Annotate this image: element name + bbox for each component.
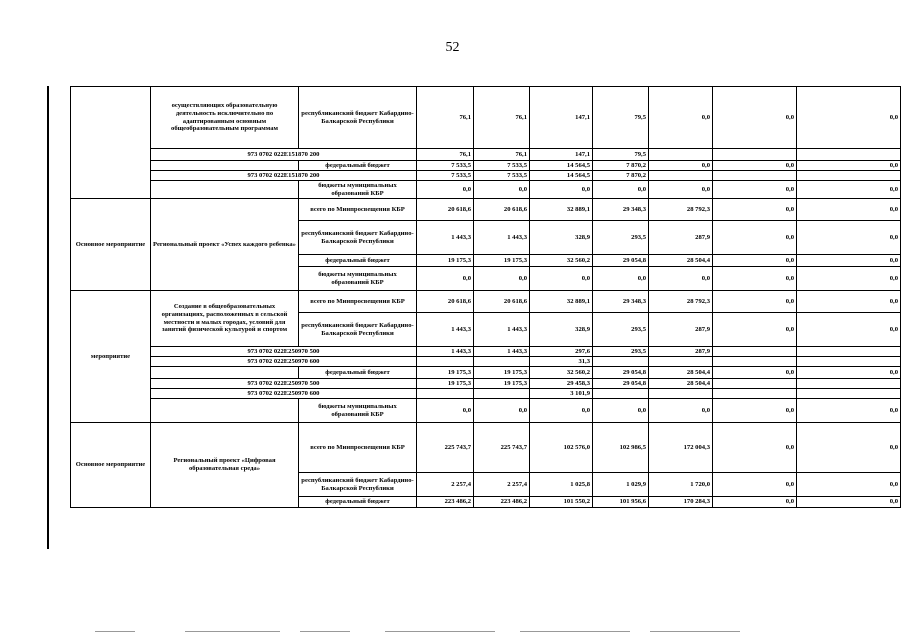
value-cell (474, 357, 530, 367)
value-cell: 0,0 (797, 221, 901, 255)
value-cell: 79,5 (593, 87, 649, 149)
value-cell: 0,0 (474, 399, 530, 423)
value-cell: 31,3 (530, 357, 593, 367)
table-row (71, 171, 901, 181)
value-cell: 101 550,2 (530, 497, 593, 508)
scan-bottom-artifacts (0, 631, 905, 633)
funding-source-cell: республиканский бюджет Кабардино-Балкарской Республики (299, 221, 417, 255)
funding-source-cell: республиканский бюджет Кабардино-Балкарской Республики (299, 87, 417, 149)
value-cell: 0,0 (593, 267, 649, 291)
table-row-header-block (71, 87, 901, 149)
value-cell (713, 171, 797, 181)
value-cell: 0,0 (797, 267, 901, 291)
value-cell: 1 443,3 (417, 313, 474, 347)
value-cell (713, 347, 797, 357)
funding-source-cell: республиканский бюджет Кабардино-Балкарской Республики (299, 313, 417, 347)
table-row (71, 367, 901, 379)
value-cell: 225 743,7 (474, 423, 530, 473)
value-cell: 0,0 (713, 291, 797, 313)
value-cell (649, 149, 713, 161)
value-cell: 0,0 (649, 181, 713, 199)
value-cell: 0,0 (530, 399, 593, 423)
value-cell: 19 175,3 (474, 255, 530, 267)
funding-source-cell: всего по Минпросвещения КБР (299, 199, 417, 221)
value-cell: 32 560,2 (530, 255, 593, 267)
funding-source-cell: всего по Минпросвещения КБР (299, 291, 417, 313)
value-cell (797, 347, 901, 357)
value-cell (593, 357, 649, 367)
value-cell: 2 257,4 (474, 473, 530, 497)
value-cell: 0,0 (713, 87, 797, 149)
value-cell: 7 870,2 (593, 171, 649, 181)
value-cell: 0,0 (797, 199, 901, 221)
funding-source-cell: всего по Минпросвещения КБР (299, 423, 417, 473)
value-cell (797, 171, 901, 181)
value-cell: 32 560,2 (530, 367, 593, 379)
value-cell: 293,5 (593, 347, 649, 357)
budget-code-cell: 973 0702 022E250970 600 (151, 389, 417, 399)
table-row (71, 161, 901, 171)
value-cell: 7 533,5 (417, 171, 474, 181)
value-cell (797, 389, 901, 399)
table-row (71, 379, 901, 389)
value-cell (797, 357, 901, 367)
value-cell: 19 175,3 (417, 367, 474, 379)
value-cell: 0,0 (713, 267, 797, 291)
empty-name-cell (151, 181, 299, 199)
value-cell: 0,0 (713, 255, 797, 267)
funding-source-cell: федеральный бюджет (299, 161, 417, 171)
value-cell: 1 443,3 (474, 221, 530, 255)
value-cell: 0,0 (797, 291, 901, 313)
value-cell: 287,9 (649, 221, 713, 255)
budget-code-cell: 973 0702 022E250970 600 (151, 357, 417, 367)
value-cell: 76,1 (474, 87, 530, 149)
value-cell: 172 004,3 (649, 423, 713, 473)
value-cell: 293,5 (593, 313, 649, 347)
funding-source-cell: федеральный бюджет (299, 255, 417, 267)
value-cell (649, 171, 713, 181)
value-cell: 29 458,3 (530, 379, 593, 389)
value-cell: 0,0 (797, 367, 901, 379)
funding-source-cell: федеральный бюджет (299, 497, 417, 508)
activity-name-cell: Создание в общеобразовательных организациях, расположенных в сельской местности и малых городах, условий для занятий физической культурой и спортом (151, 291, 299, 347)
budget-code-cell: 973 0702 022E151870 200 (151, 171, 417, 181)
value-cell: 0,0 (593, 181, 649, 199)
value-cell: 28 504,4 (649, 255, 713, 267)
type-cell: Основное мероприятие (71, 199, 151, 291)
value-cell: 0,0 (593, 399, 649, 423)
value-cell: 147,1 (530, 87, 593, 149)
funding-source-cell: бюджеты муниципальных образований КБР (299, 181, 417, 199)
value-cell: 28 792,3 (649, 291, 713, 313)
table-row (71, 399, 901, 423)
value-cell (474, 389, 530, 399)
value-cell: 76,1 (417, 87, 474, 149)
value-cell: 0,0 (417, 399, 474, 423)
table-row (71, 357, 901, 367)
value-cell (713, 379, 797, 389)
value-cell: 1 443,3 (417, 347, 474, 357)
value-cell: 7 533,5 (417, 161, 474, 171)
value-cell: 2 257,4 (417, 473, 474, 497)
value-cell: 7 533,5 (474, 171, 530, 181)
value-cell: 1 720,0 (649, 473, 713, 497)
value-cell: 19 175,3 (417, 255, 474, 267)
value-cell: 0,0 (797, 181, 901, 199)
value-cell: 147,1 (530, 149, 593, 161)
value-cell: 28 504,4 (649, 367, 713, 379)
value-cell: 293,5 (593, 221, 649, 255)
value-cell: 20 618,6 (474, 291, 530, 313)
funding-source-cell: бюджеты муниципальных образований КБР (299, 267, 417, 291)
value-cell: 0,0 (713, 399, 797, 423)
value-cell: 0,0 (474, 181, 530, 199)
type-cell: мероприятие (71, 291, 151, 423)
value-cell: 19 175,3 (417, 379, 474, 389)
value-cell: 29 054,8 (593, 255, 649, 267)
value-cell: 223 486,2 (474, 497, 530, 508)
value-cell: 0,0 (417, 181, 474, 199)
value-cell: 28 504,4 (649, 379, 713, 389)
budget-table (70, 86, 901, 508)
page-number: 52 (445, 40, 460, 55)
value-cell: 0,0 (797, 423, 901, 473)
value-cell: 28 792,3 (649, 199, 713, 221)
value-cell (593, 389, 649, 399)
value-cell: 287,9 (649, 313, 713, 347)
value-cell (797, 379, 901, 389)
value-cell: 0,0 (797, 161, 901, 171)
value-cell: 29 348,3 (593, 291, 649, 313)
value-cell: 0,0 (713, 313, 797, 347)
value-cell: 20 618,6 (417, 199, 474, 221)
value-cell: 101 956,6 (593, 497, 649, 508)
value-cell: 0,0 (713, 221, 797, 255)
budget-code-cell: 973 0702 022E250970 500 (151, 379, 417, 389)
value-cell: 0,0 (713, 367, 797, 379)
value-cell: 0,0 (797, 497, 901, 508)
value-cell: 0,0 (417, 267, 474, 291)
left-margin-rule (47, 86, 49, 549)
value-cell: 20 618,6 (474, 199, 530, 221)
value-cell: 0,0 (713, 497, 797, 508)
value-cell: 19 175,3 (474, 367, 530, 379)
value-cell: 225 743,7 (417, 423, 474, 473)
value-cell: 79,5 (593, 149, 649, 161)
value-cell: 1 443,3 (474, 347, 530, 357)
value-cell: 14 564,5 (530, 171, 593, 181)
value-cell: 328,9 (530, 221, 593, 255)
value-cell: 328,9 (530, 313, 593, 347)
budget-code-cell: 973 0702 022E151870 200 (151, 149, 417, 161)
type-cell (71, 87, 151, 199)
value-cell: 20 618,6 (417, 291, 474, 313)
value-cell: 0,0 (474, 267, 530, 291)
value-cell: 76,1 (417, 149, 474, 161)
value-cell: 0,0 (713, 161, 797, 171)
value-cell: 0,0 (649, 399, 713, 423)
value-cell: 0,0 (713, 199, 797, 221)
value-cell (649, 389, 713, 399)
value-cell: 102 576,0 (530, 423, 593, 473)
value-cell: 0,0 (530, 181, 593, 199)
value-cell: 0,0 (713, 181, 797, 199)
value-cell: 0,0 (797, 87, 901, 149)
empty-name-cell (151, 367, 299, 379)
value-cell (649, 357, 713, 367)
value-cell: 0,0 (649, 161, 713, 171)
table-row (71, 347, 901, 357)
value-cell: 29 054,8 (593, 367, 649, 379)
value-cell: 0,0 (797, 399, 901, 423)
value-cell (713, 149, 797, 161)
value-cell: 32 889,1 (530, 199, 593, 221)
activity-name-cell: осуществляющих образовательную деятельность исключительно по адаптированным основным общеобразовательным программам (151, 87, 299, 149)
table-row (71, 149, 901, 161)
value-cell: 102 986,5 (593, 423, 649, 473)
value-cell: 19 175,3 (474, 379, 530, 389)
value-cell: 223 486,2 (417, 497, 474, 508)
value-cell: 1 443,3 (417, 221, 474, 255)
table-row (71, 291, 901, 313)
activity-name-cell: Региональный проект «Успех каждого ребенка» (151, 199, 299, 291)
value-cell: 170 284,3 (649, 497, 713, 508)
value-cell: 0,0 (797, 313, 901, 347)
value-cell: 0,0 (713, 423, 797, 473)
value-cell: 29 054,8 (593, 379, 649, 389)
type-cell: Основное мероприятие (71, 423, 151, 508)
value-cell: 0,0 (649, 267, 713, 291)
value-cell: 14 564,5 (530, 161, 593, 171)
value-cell (417, 357, 474, 367)
value-cell: 1 029,9 (593, 473, 649, 497)
value-cell: 7 533,5 (474, 161, 530, 171)
table-row (71, 423, 901, 473)
table-row (71, 389, 901, 399)
value-cell: 0,0 (713, 473, 797, 497)
value-cell: 76,1 (474, 149, 530, 161)
value-cell: 3 101,9 (530, 389, 593, 399)
value-cell (713, 389, 797, 399)
value-cell (797, 149, 901, 161)
value-cell: 287,9 (649, 347, 713, 357)
value-cell: 0,0 (530, 267, 593, 291)
value-cell: 0,0 (797, 255, 901, 267)
table-row (71, 199, 901, 221)
activity-name-cell: Региональный проект «Цифровая образовательная среда» (151, 423, 299, 508)
value-cell: 1 443,3 (474, 313, 530, 347)
budget-code-cell: 973 0702 022E250970 500 (151, 347, 417, 357)
funding-source-cell: федеральный бюджет (299, 367, 417, 379)
value-cell: 297,6 (530, 347, 593, 357)
funding-source-cell: бюджеты муниципальных образований КБР (299, 399, 417, 423)
value-cell: 0,0 (649, 87, 713, 149)
empty-name-cell (151, 161, 299, 171)
value-cell: 32 889,1 (530, 291, 593, 313)
funding-source-cell: республиканский бюджет Кабардино-Балкарской Республики (299, 473, 417, 497)
empty-name-cell (151, 399, 299, 423)
value-cell: 1 025,8 (530, 473, 593, 497)
value-cell: 7 870,2 (593, 161, 649, 171)
table-row (71, 181, 901, 199)
value-cell: 29 348,3 (593, 199, 649, 221)
value-cell (713, 357, 797, 367)
value-cell: 0,0 (797, 473, 901, 497)
value-cell (417, 389, 474, 399)
